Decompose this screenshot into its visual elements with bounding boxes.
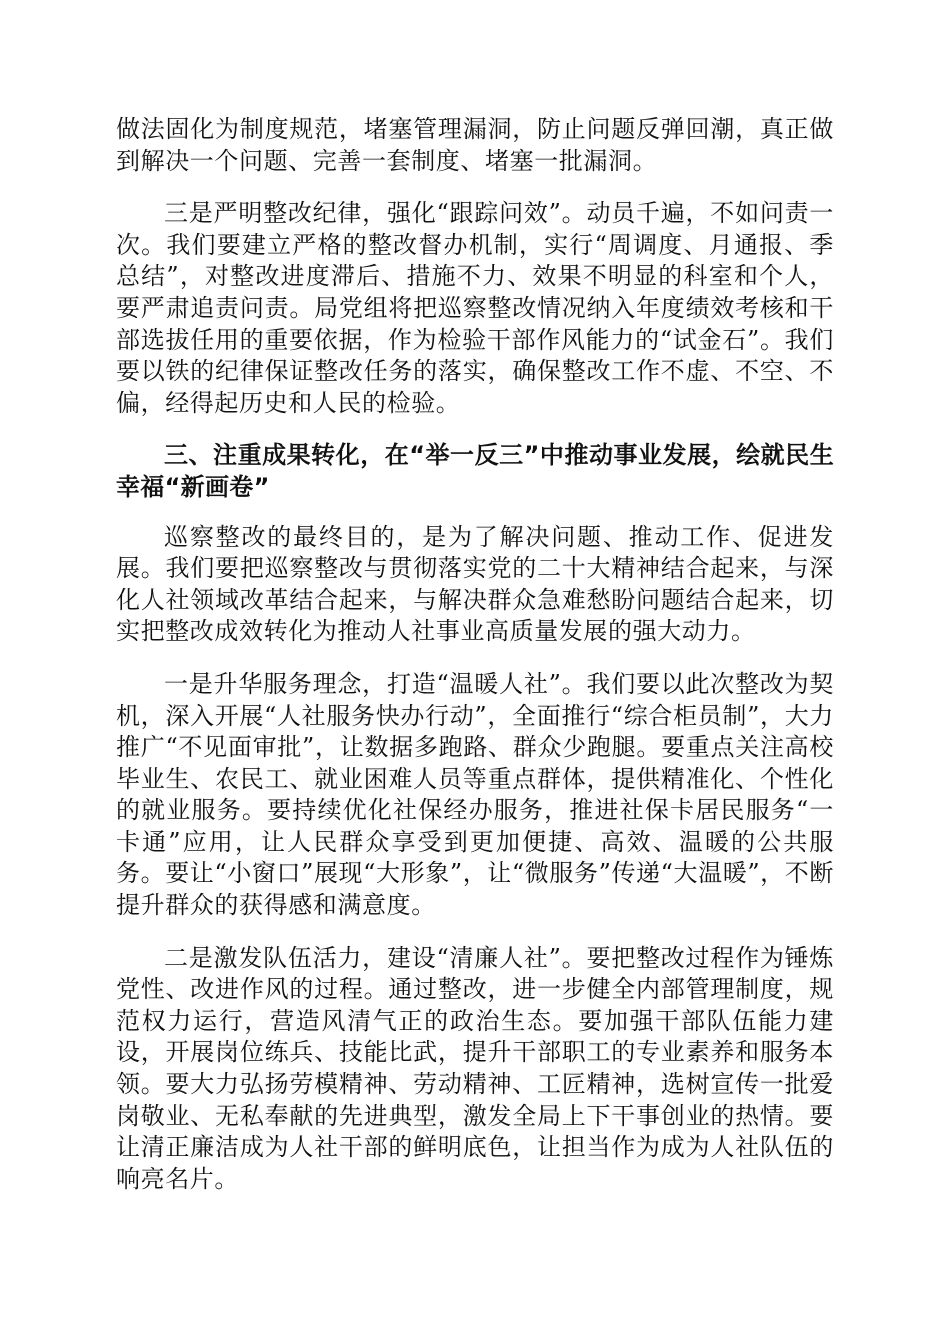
paragraph-discipline: 三是严明整改纪律，强化“跟踪问效”。动员千遍，不如问责一次。我们要建立严格的整改督办机制，实行“周调度、月通报、季总结”，对整改进度滞后、措施不力、效果不明显的科室和个人，要严肃追责问责。局党组将把巡察整改情况纳入年度绩效考核和干部选拔任用的重要依据，作为检验干部作风能力的“试金石”。我们要以铁的纪律保证整改任务的落实，确保整改工作不虚、不空、不偏，经得起历史和人民的检验。: [116, 199, 834, 417]
section-heading: 三、注重成果转化，在“举一反三”中推动事业发展，绘就民生幸福“新画卷”: [116, 441, 834, 501]
paragraph-continuation: 做法固化为制度规范，堵塞管理漏洞，防止问题反弹回潮，真正做到解决一个问题、完善一套制度、堵塞一批漏洞。: [116, 115, 834, 175]
document-page: [116, 114, 834, 1216]
paragraph-team: 二是激发队伍活力，建设“清廉人社”。要把整改过程作为锤炼党性、改进作风的过程。通过整改，进一步健全内部管理制度，规范权力运行，营造风清气正的政治生态。要加强干部队伍能力建设，开展岗位练兵、技能比武，提升干部职工的专业素养和服务本领。要大力弘扬劳模精神、劳动精神、工匠精神，选树宣传一批爱岗敬业、无私奉献的先进典型，激发全局上下干事创业的热情。要让清正廉洁成为人社干部的鲜明底色，让担当作为成为人社队伍的响亮名片。: [116, 943, 834, 1193]
paragraph-purpose: 巡察整改的最终目的，是为了解决问题、推动工作、促进发展。我们要把巡察整改与贯彻落实党的二十大精神结合起来，与深化人社领域改革结合起来，与解决群众急难愁盼问题结合起来，切实把整改成效转化为推动人社事业高质量发展的强大动力。: [116, 522, 834, 646]
paragraph-service: 一是升华服务理念，打造“温暖人社”。我们要以此次整改为契机，深入开展“人社服务快办行动”，全面推行“综合柜员制”，大力推广“不见面审批”，让数据多跑路、群众少跑腿。要重点关注高校毕业生、农民工、就业困难人员等重点群体，提供精准化、个性化的就业服务。要持续优化社保经办服务，推进社保卡居民服务“一卡通”应用，让人民群众享受到更加便捷、高效、温暖的公共服务。要让“小窗口”展现“大形象”，让“微服务”传递“大温暖”，不断提升群众的获得感和满意度。: [116, 669, 834, 920]
